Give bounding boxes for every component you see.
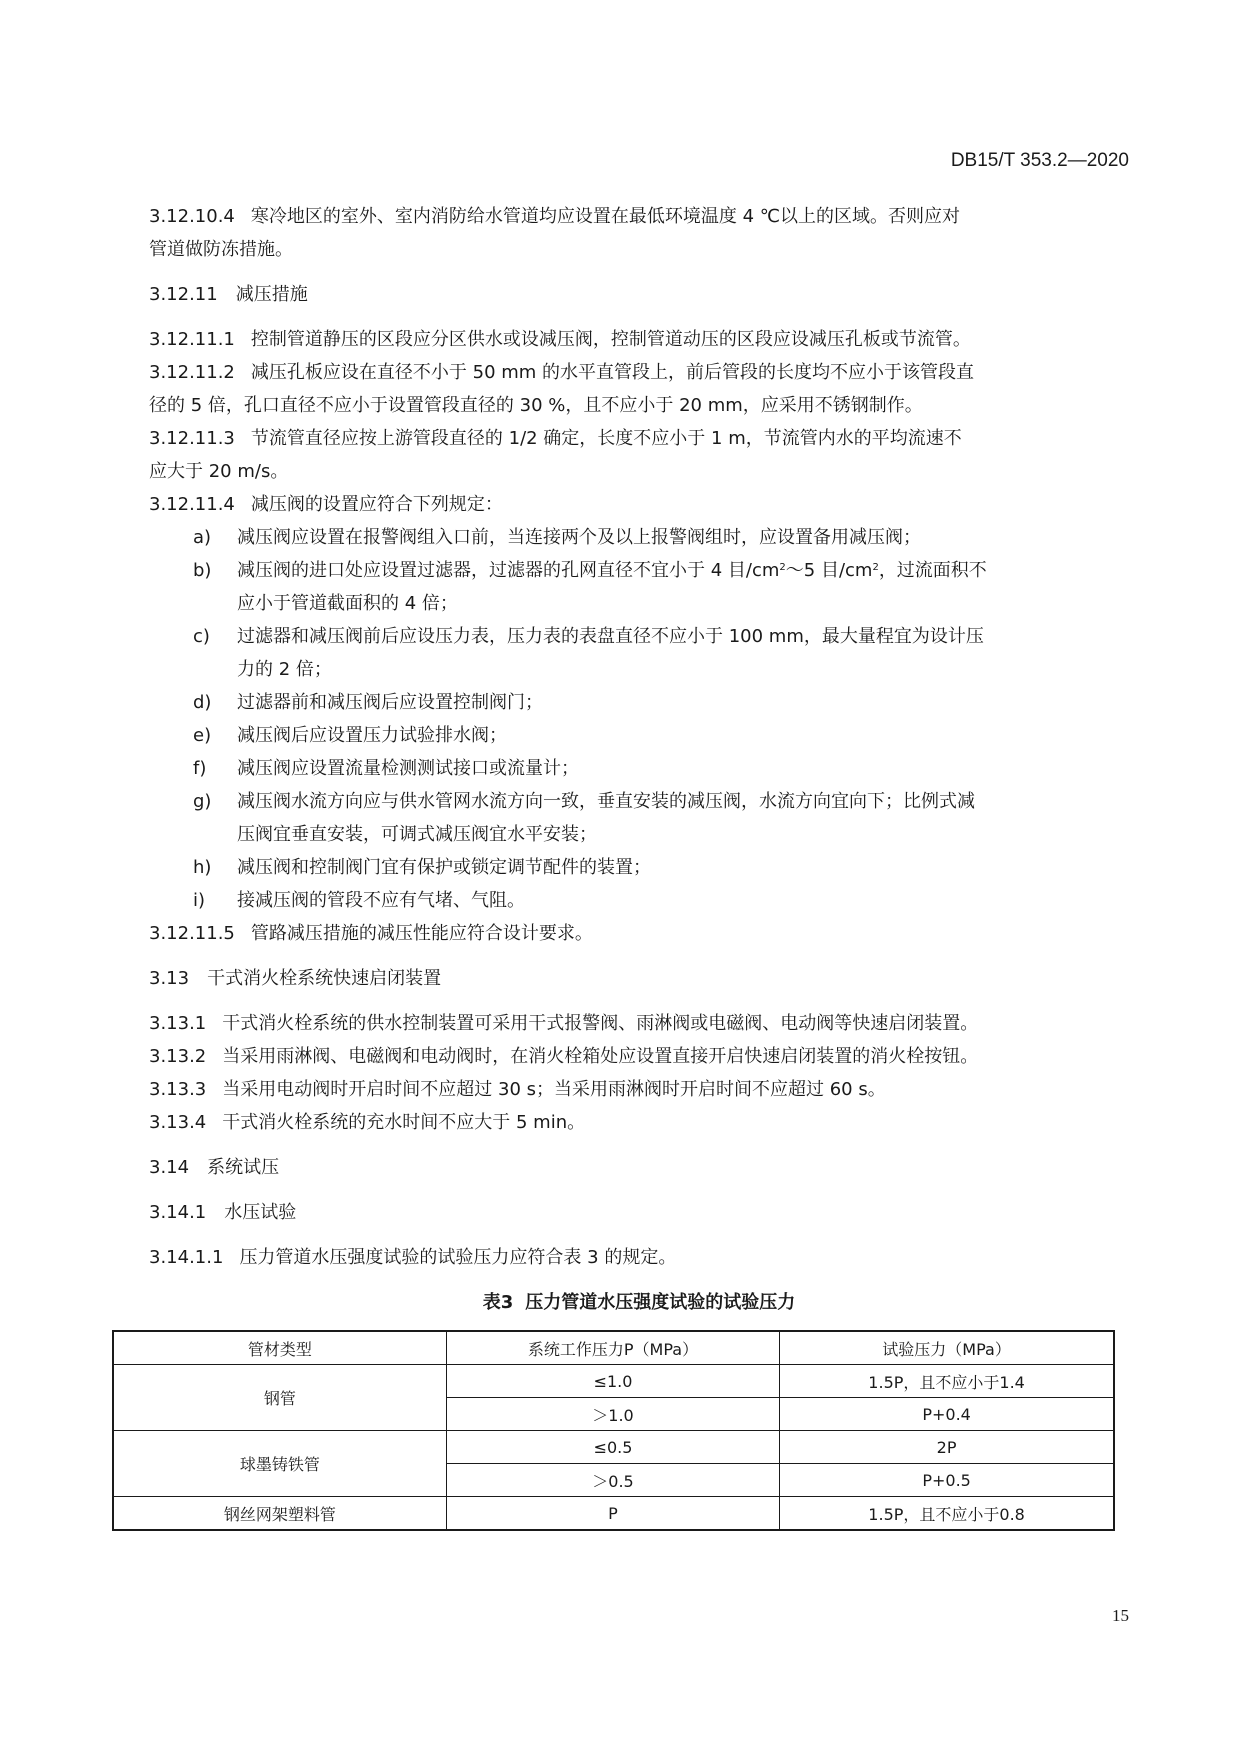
clause-text: 干式消火栓系统的供水控制装置可采用干式报警阀、雨淋阀或电磁阀、电动阀等快速启闭装置。 xyxy=(222,1013,979,1034)
heading-3-13 xyxy=(149,962,1129,995)
heading-3-14-1 xyxy=(149,1196,1129,1229)
clause-text-cont: 应大于 20 m/s。 xyxy=(149,461,289,482)
clause-3-12-11-1 xyxy=(149,323,1129,356)
table-row xyxy=(113,1365,1114,1398)
list-item-i xyxy=(149,884,1129,917)
list-text-cont: 压阀宜垂直安装，可调式减压阀宜水平安装； xyxy=(237,824,597,845)
clause-text: 控制管道静压的区段应分区供水或设减压阀，控制管道动压的区段应设减压孔板或节流管。 xyxy=(250,329,971,350)
list-text: 减压阀的进口处应设置过滤器，过滤器的孔网直径不宜小于 4 目/cm xyxy=(237,560,780,581)
clause-number: 3.12.11.3 xyxy=(149,428,235,449)
clause-3-13-1 xyxy=(149,1007,1129,1040)
clause-number: 3.12.11.1 xyxy=(149,329,235,350)
working-pressure-cell: ＞0.5 xyxy=(446,1464,779,1497)
clause-3-13-2 xyxy=(149,1040,1129,1073)
clause-number: 3.12.11.4 xyxy=(149,494,235,515)
list-label: g) xyxy=(193,791,212,812)
list-text: ～5 目/cm xyxy=(785,560,873,581)
clause-3-14-1-1 xyxy=(149,1241,1129,1274)
list-text: ，过流面积不 xyxy=(878,560,987,581)
list-item-b xyxy=(149,554,1129,620)
list-label: d) xyxy=(193,692,212,713)
clause-3-12-11-2 xyxy=(149,356,1129,422)
clause-text: 节流管直径应按上游管段直径的 1/2 确定，长度不应小于 1 m，节流管内水的平均流速不 xyxy=(250,428,962,449)
list-text-cont: 力的 2 倍； xyxy=(237,659,332,680)
list-item-g xyxy=(149,785,1129,851)
superscript: 2 xyxy=(872,562,879,573)
list-text: 减压阀应设置流量检测测试接口或流量计； xyxy=(237,758,579,779)
test-pressure-cell: 1.5P，且不应小于0.8 xyxy=(780,1497,1114,1531)
working-pressure-cell: P xyxy=(446,1497,779,1531)
clause-number: 3.12.10.4 xyxy=(149,206,235,227)
list-text: 减压阀和控制阀门宜有保护或锁定调节配件的装置； xyxy=(237,857,651,878)
heading-3-14 xyxy=(149,1151,1129,1184)
clause-number: 3.13.1 xyxy=(149,1013,207,1034)
heading-number: 3.12.11 xyxy=(149,284,218,305)
clause-3-12-11-5 xyxy=(149,917,1129,950)
material-cell: 钢丝网架塑料管 xyxy=(113,1497,446,1531)
clause-3-12-10-4 xyxy=(149,200,1129,266)
test-pressure-cell: P+0.5 xyxy=(780,1464,1114,1497)
table-row xyxy=(113,1431,1114,1464)
working-pressure-cell: ＞1.0 xyxy=(446,1398,779,1431)
page-number: 15 xyxy=(1112,1606,1129,1625)
clause-text: 当采用电动阀时开启时间不应超过 30 s；当采用雨淋阀时开启时间不应超过 60 s。 xyxy=(222,1079,886,1100)
clause-number: 3.12.11.5 xyxy=(149,923,235,944)
list-item-h xyxy=(149,851,1129,884)
list-label: c) xyxy=(193,626,210,647)
list-label: f) xyxy=(193,758,207,779)
clause-text: 寒冷地区的室外、室内消防给水管道均应设置在最低环境温度 4 ℃以上的区域。否则应对 xyxy=(250,206,960,227)
material-cell: 钢管 xyxy=(113,1365,446,1431)
clause-number: 3.12.11.2 xyxy=(149,362,235,383)
list-item-e xyxy=(149,719,1129,752)
heading-number: 3.14.1 xyxy=(149,1202,207,1223)
heading-title: 干式消火栓系统快速启闭装置 xyxy=(207,968,442,989)
clause-number: 3.13.4 xyxy=(149,1112,207,1133)
list-text: 减压阀水流方向应与供水管网水流方向一致，垂直安装的减压阀，水流方向宜向下；比例式减 xyxy=(237,791,975,812)
clause-3-12-11-3 xyxy=(149,422,1129,488)
list-item-f xyxy=(149,752,1129,785)
clause-3-13-3 xyxy=(149,1073,1129,1106)
test-pressure-cell: P+0.4 xyxy=(780,1398,1114,1431)
list-label: h) xyxy=(193,857,212,878)
clause-number: 3.13.2 xyxy=(149,1046,207,1067)
material-cell: 球墨铸铁管 xyxy=(113,1431,446,1497)
clause-text-cont: 管道做防冻措施。 xyxy=(149,239,293,260)
working-pressure-cell: ≤0.5 xyxy=(446,1431,779,1464)
heading-title: 水压试验 xyxy=(224,1202,297,1223)
heading-3-12-11 xyxy=(149,278,1129,311)
test-pressure-cell: 1.5P，且不应小于1.4 xyxy=(780,1365,1114,1398)
page-body xyxy=(149,200,1129,1531)
clause-text: 压力管道水压强度试验的试验压力应符合表 3 的规定。 xyxy=(239,1247,677,1268)
clause-3-12-11-4 xyxy=(149,488,1129,521)
heading-number: 3.13 xyxy=(149,968,190,989)
test-pressure-cell: 2P xyxy=(780,1431,1114,1464)
table-caption xyxy=(149,1288,1129,1318)
superscript: 2 xyxy=(779,562,786,573)
list-item-a xyxy=(149,521,1129,554)
table-number: 表3 xyxy=(482,1292,514,1313)
heading-number: 3.14 xyxy=(149,1157,190,1178)
list-text: 减压阀后应设置压力试验排水阀； xyxy=(237,725,507,746)
list-text-cont: 应小于管道截面积的 4 倍； xyxy=(237,593,458,614)
clause-text: 干式消火栓系统的充水时间不应大于 5 min。 xyxy=(222,1112,586,1133)
list-label: e) xyxy=(193,725,212,746)
clause-text-cont: 径的 5 倍，孔口直径不应小于设置管段直径的 30 %，且不应小于 20 mm，应采用不锈钢制作。 xyxy=(149,395,923,416)
clause-number: 3.13.3 xyxy=(149,1079,207,1100)
clause-3-13-4 xyxy=(149,1106,1129,1139)
list-label: a) xyxy=(193,527,212,548)
clause-text: 管路减压措施的减压性能应符合设计要求。 xyxy=(250,923,593,944)
list-label: b) xyxy=(193,560,212,581)
clause-text: 当采用雨淋阀、电磁阀和电动阀时，在消火栓箱处应设置直接开启快速启闭装置的消火栓按钮。 xyxy=(222,1046,979,1067)
list-text: 过滤器前和减压阀后应设置控制阀门； xyxy=(237,692,543,713)
clause-text: 减压孔板应设在直径不小于 50 mm 的水平直管段上，前后管段的长度均不应小于该管段直 xyxy=(250,362,975,383)
column-header-test-pressure: 试验压力（MPa） xyxy=(780,1331,1114,1365)
table-row xyxy=(113,1497,1114,1531)
list-text: 接减压阀的管段不应有气堵、气阻。 xyxy=(237,890,525,911)
column-header-material: 管材类型 xyxy=(113,1331,446,1365)
list-item-d xyxy=(149,686,1129,719)
list-text: 减压阀应设置在报警阀组入口前，当连接两个及以上报警阀组时，应设置备用减压阀； xyxy=(237,527,921,548)
heading-title: 系统试压 xyxy=(207,1157,280,1178)
heading-title: 减压措施 xyxy=(235,284,308,305)
standard-number: DB15/T 353.2—2020 xyxy=(950,150,1129,171)
working-pressure-cell: ≤1.0 xyxy=(446,1365,779,1398)
list-label: i) xyxy=(193,890,206,911)
list-text: 过滤器和减压阀前后应设压力表，压力表的表盘直径不应小于 100 mm，最大量程宜为设计压 xyxy=(237,626,984,647)
clause-text: 减压阀的设置应符合下列规定： xyxy=(250,494,503,515)
column-header-working-pressure: 系统工作压力P（MPa） xyxy=(446,1331,779,1365)
list-item-c xyxy=(149,620,1129,686)
table-header-row xyxy=(113,1331,1114,1365)
clause-number: 3.14.1.1 xyxy=(149,1247,224,1268)
pressure-test-table xyxy=(112,1330,1115,1531)
table-title: 压力管道水压强度试验的试验压力 xyxy=(525,1292,796,1313)
